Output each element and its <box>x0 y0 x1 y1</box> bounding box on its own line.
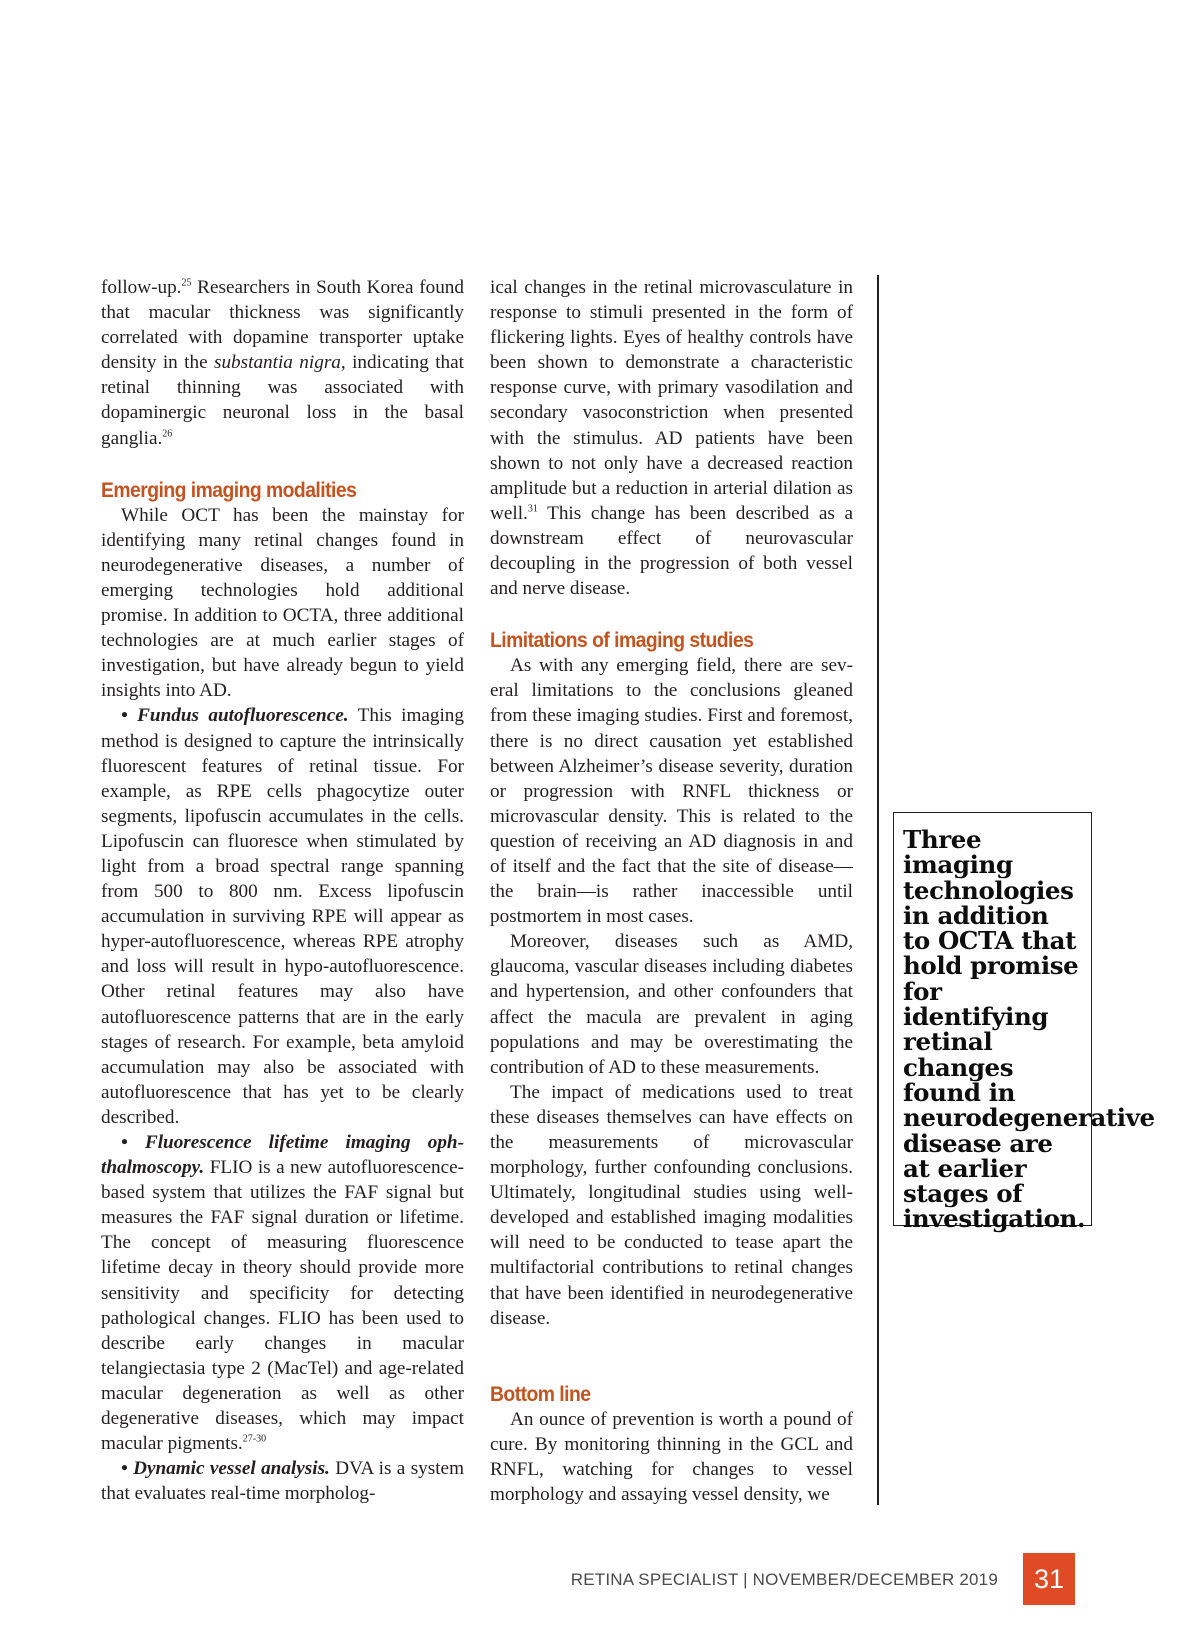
bullet-flio: • Fluorescence lifetime imaging ophthalmoscopy. FLIO is a new autofluorescence-based system that utilizes the FAF signal but measures the FAF signal duration or lifetime. The concept of measuring fluorescence lifetime decay in theory should provide more sensitivity and specificity for detecting pathological changes. FLIO has been used to describe early changes in macular telangiectasia type 2 (MacTel) and age-related macular degeneration as well as other degenerative diseases, which may impact macular pigments.$^{27-30}$ <box>101 1132 464 1455</box>
paragraph: ical changes in the retinal microvasculature in response to stimuli presented in the form of flickering lights. Eyes of healthy controls have been shown to demonstrate a characteristic response curve, with primary vasodilation and secondary vasoconstriction when presented with the stimulus. AD patients have been shown to not only have a decreased reaction amplitude but a reduction in arterial dilation as well.$^{31}$ This change has been described as a downstream effect of neurovascular decoupling in the progression of both vessel and nerve disease. <box>490 277 853 600</box>
paragraph: follow-up.$^{25}$ Researchers in South Korea found that macular thickness was significantly correlated with dopamine transporter uptake density in the substantia nigra, indicating that retinal thinning was associated with dopaminergic neuronal loss in the basal ganglia.$^{26}$ <box>101 277 464 449</box>
paragraph: While OCT has been the mainstay for identifying many retinal changes found in neurodegenerative diseases, a number of emerging technologies hold additional promise. In addition to OCTA, three additional technologies are at much earlier stages of investigation, but have already begun to yield insights into AD. <box>101 504 464 702</box>
section-heading-bottom-line: Bottom line <box>490 1381 591 1406</box>
article-column-1 <box>101 275 464 1506</box>
section-heading-emerging: Emerging imaging modalities <box>101 477 357 502</box>
publication-info: RETINA SPECIALIST | NOVEMBER/DECEMBER 2019 <box>570 1570 998 1589</box>
page-footer <box>560 1553 1080 1605</box>
bullet-fundus-autofluorescence: • Fundus autofluorescence. This imaging method is designed to capture the intrinsically fluorescent features of retinal tissue. For example, as RPE cells phagocytize outer segments, lipofuscin accumulates in the cells. Lipofuscin can fluoresce when stimulated by light from a broad spectral range spanning from 500 to 800 nm. Excess lipofuscin accumulation in surviving RPE will appear as hyper-autofluorescence, whereas RPE atrophy and loss will result in hypo-autofluorescence. Other retinal features may also have autofluorescence patterns that are in the early stages of research. For example, beta amyloid accumulation may also be associated with autofluorescence that has yet to be clearly described. <box>101 705 464 1128</box>
paragraph: An ounce of prevention is worth a pound of cure. By monitoring thinning in the GCL and RNFL, watching for changes to vessel morphology and assaying vessel density, we <box>490 1408 853 1506</box>
paragraph: As with any emerging field, there are several limitations to the conclusions gleaned from these imaging studies. First and foremost, there is no direct causation yet established between Alzheimer’s disease severity, duration or progression with RNFL thickness or microvascular density. This is related to the question of receiving an AD diagnosis in and of itself and the fact that the site of disease—the brain—is rather inaccessible until postmortem in most cases. <box>490 655 853 928</box>
bullet-dynamic-vessel-analysis: • Dynamic vessel analysis. DVA is a system that evaluates real-time morpholog- <box>101 1458 464 1505</box>
pull-quote-text: Three imaging technologies in addition to OCTA that hold promise for identifying retinal changes found in neurodegenerative disease are at earlier stages of investigation. <box>903 825 1155 1234</box>
section-heading-limitations: Limitations of imaging studies <box>490 628 754 653</box>
paragraph: The impact of medications used to treat these diseases themselves can have effects on the measurements of microvascular morphology, further confounding conclusions. Ultimately, longitudinal studies using well-developed and established imaging modalities will need to be conducted to tease apart the multifactorial contributions to retinal changes that have been identified in neurodegenerative disease. <box>490 1081 853 1329</box>
page-number: 31 <box>1023 1553 1075 1605</box>
paragraph: Moreover, diseases such as AMD, glaucoma, vascular diseases including diabetes and hypertension, and other confounders that affect the macula are prevalent in aging populations and may be overestimating the contribution of AD to these measurements. <box>490 931 853 1078</box>
pull-quote <box>893 812 1155 1234</box>
column-divider <box>877 275 879 1505</box>
article-column-2 <box>490 275 853 1507</box>
